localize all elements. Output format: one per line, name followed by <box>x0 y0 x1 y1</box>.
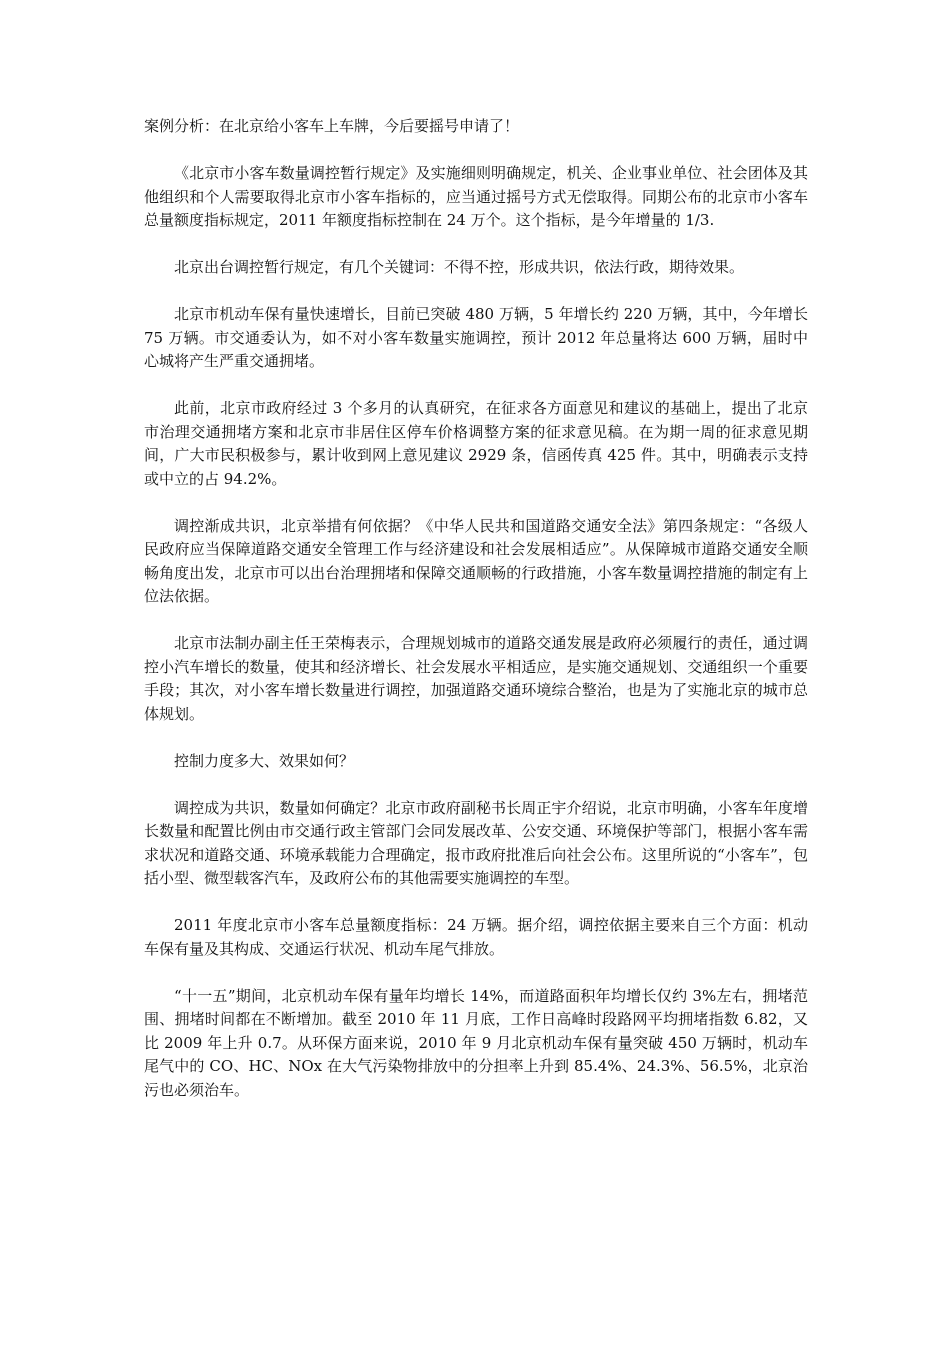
document-body <box>144 115 808 1126</box>
paragraph-quota-rules: 《北京市小客车数量调控暂行规定》及实施细则明确规定，机关、企业事业单位、社会团体及其他组织和个人需要取得北京市小客车指标的，应当通过摇号方式无偿取得。同期公布的北京市小客车总量额度指标规定，2011 年额度指标控制在 24 万个。这个指标，是今年增量的 1/3. <box>144 164 808 229</box>
paragraph-quota-determination: 调控成为共识，数量如何确定？北京市政府副秘书长周正宇介绍说，北京市明确，小客车年度增长数量和配置比例由市交通行政主管部门会同发展改革、公安交通、环境保护等部门，根据小客车需求状况和道路交通、环境承载能力合理确定，报市政府批准后向社会公布。这里所说的“小客车”，包括小型、微型载客汽车，及政府公布的其他需要实施调控的车型。 <box>144 798 808 887</box>
document-title: 案例分析：在北京给小客车上车牌，今后要摇号申请了！ <box>144 117 520 135</box>
paragraph-legal-office-statement: 北京市法制办副主任王荣梅表示，合理规划城市的道路交通发展是政府必须履行的责任，通过调控小汽车增长的数量，使其和经济增长、社会发展水平相适应，是实施交通规划、交通组织一个重要手段；其次，对小客车增长数量进行调控，加强道路交通环境综合整治，也是为了实施北京的城市总体规划。 <box>144 634 808 723</box>
paragraph-congestion-emissions: “十一五”期间，北京机动车保有量年均增长 14%，而道路面积年均增长仅约 3%左右，拥堵范围、拥堵时间都在不断增加。截至 2010 年 11 月底，工作日高峰时段路网平均拥堵指数 6.82，又比 2009 年上升 0.7。从环保方面来说，2010 年 9 月北京机动车保有量突破 450 万辆时，机动车尾气中的 CO、HC、NOx 在大气污染物排放中的分担率上升到 85.4%、24.3%、56.5%，北京治污也必须治车。 <box>144 986 808 1099</box>
paragraph-control-question: 控制力度多大、效果如何？ <box>174 751 355 770</box>
paragraph-2011-quota: 2011 年度北京市小客车总量额度指标：24 万辆。据介绍，调控依据主要来自三个方面：机动车保有量及其构成、交通运行状况、机动车尾气排放。 <box>144 916 808 958</box>
paragraph-keywords: 北京出台调控暂行规定，有几个关键词：不得不控，形成共识，依法行政，期待效果。 <box>174 258 745 276</box>
paragraph-public-consultation: 此前，北京市政府经过 3 个多月的认真研究，在征求各方面意见和建议的基础上，提出了北京市治理交通拥堵方案和北京市非居住区停车价格调整方案的征求意见稿。在为期一周的征求意见期间，广大市民积极参与，累计收到网上意见建议 2929 条，信函传真 425 件。其中，明确表示支持或中立的占 94.2%。 <box>144 399 808 488</box>
paragraph-legal-basis: 调控渐成共识，北京举措有何依据？《中华人民共和国道路交通安全法》第四条规定：“各级人民政府应当保障道路交通安全管理工作与经济建设和社会发展相适应”。从保障城市道路交通安全顺畅角度出发，北京市可以出台治理拥堵和保障交通顺畅的行政措施，小客车数量调控措施的制定有上位法依据。 <box>144 516 808 605</box>
paragraph-vehicle-growth: 北京市机动车保有量快速增长，目前已突破 480 万辆，5 年增长约 220 万辆，其中，今年增长 75 万辆。市交通委认为，如不对小客车数量实施调控，预计 2012 年总量将达 600 万辆，届时中心城将产生严重交通拥堵。 <box>144 305 808 370</box>
